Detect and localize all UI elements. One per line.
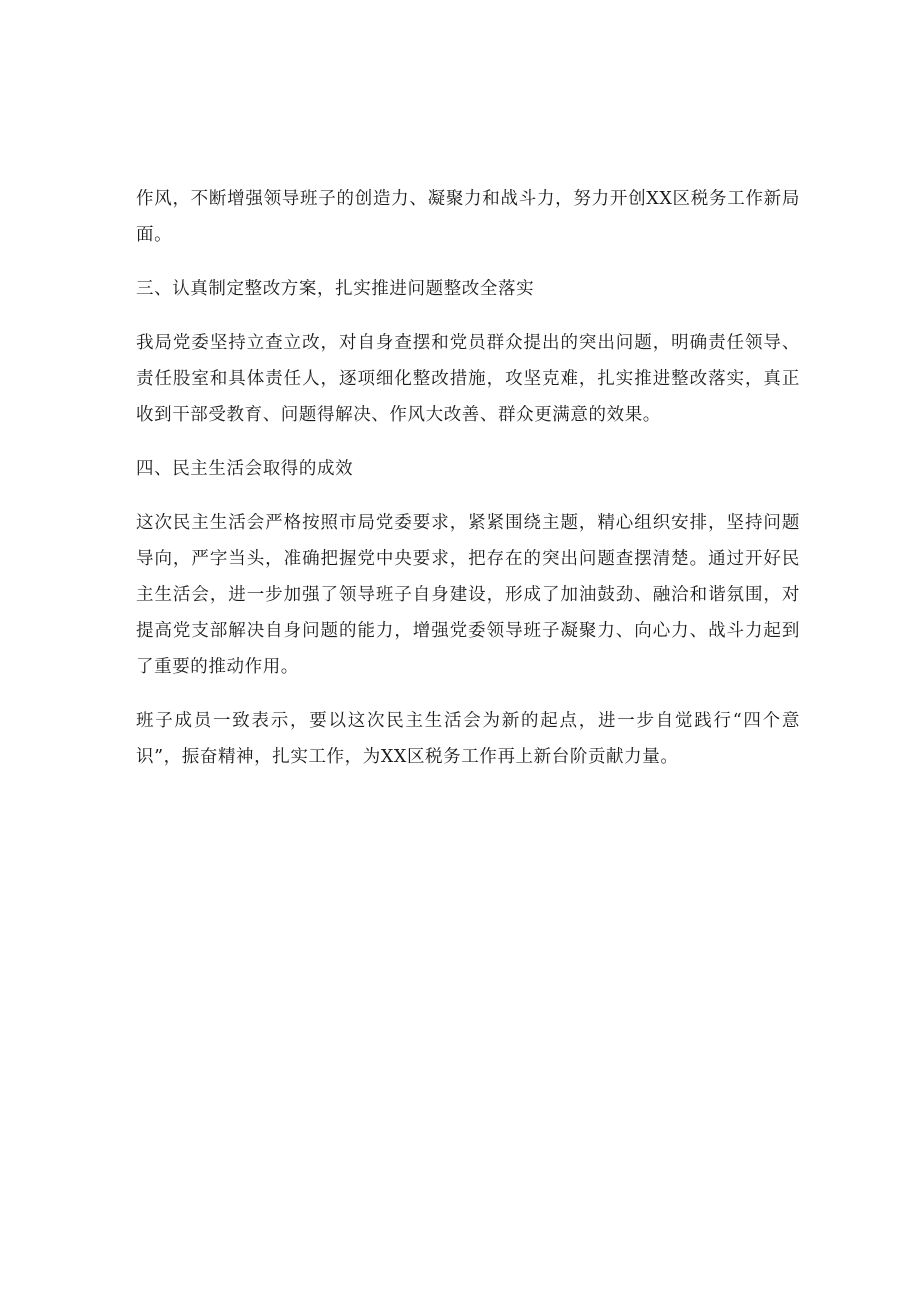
paragraph-meeting-results: 这次民主生活会严格按照市局党委要求，紧紧围绕主题，精心组织安排，坚持问题导向，严字当头，准确把握党中央要求，把存在的突出问题查摆清楚。通过开好民主生活会，进一步加强了领导班子自身建设，形成了加油鼓劲、融洽和谐氛围，对提高党支部解决自身问题的能力，增强党委领导班子凝聚力、向心力、战斗力起到了重要的推动作用。	[136, 513, 800, 677]
paragraph-closing-statement: 班子成员一致表示，要以这次民主生活会为新的起点，进一步自觉践行“四个意识”，振奋精神，扎实工作，为XX区税务工作再上新台阶贡献力量。	[136, 711, 800, 767]
paragraph-work-style-conclusion: 作风，不断增强领导班子的创造力、凝聚力和战斗力，努力开创XX区税务工作新局面。	[136, 189, 800, 245]
document-body	[136, 181, 800, 793]
section-heading-three: 三、认真制定整改方案，扎实推进问题整改全落实	[136, 279, 535, 299]
section-heading-four: 四、民主生活会取得的成效	[136, 459, 354, 479]
paragraph-rectification: 我局党委坚持立查立改，对自身查摆和党员群众提出的突出问题，明确责任领导、责任股室和具体责任人，逐项细化整改措施，攻坚克难，扎实推进整改落实，真正收到干部受教育、问题得解决、作风大改善、群众更满意的效果。	[136, 333, 800, 425]
